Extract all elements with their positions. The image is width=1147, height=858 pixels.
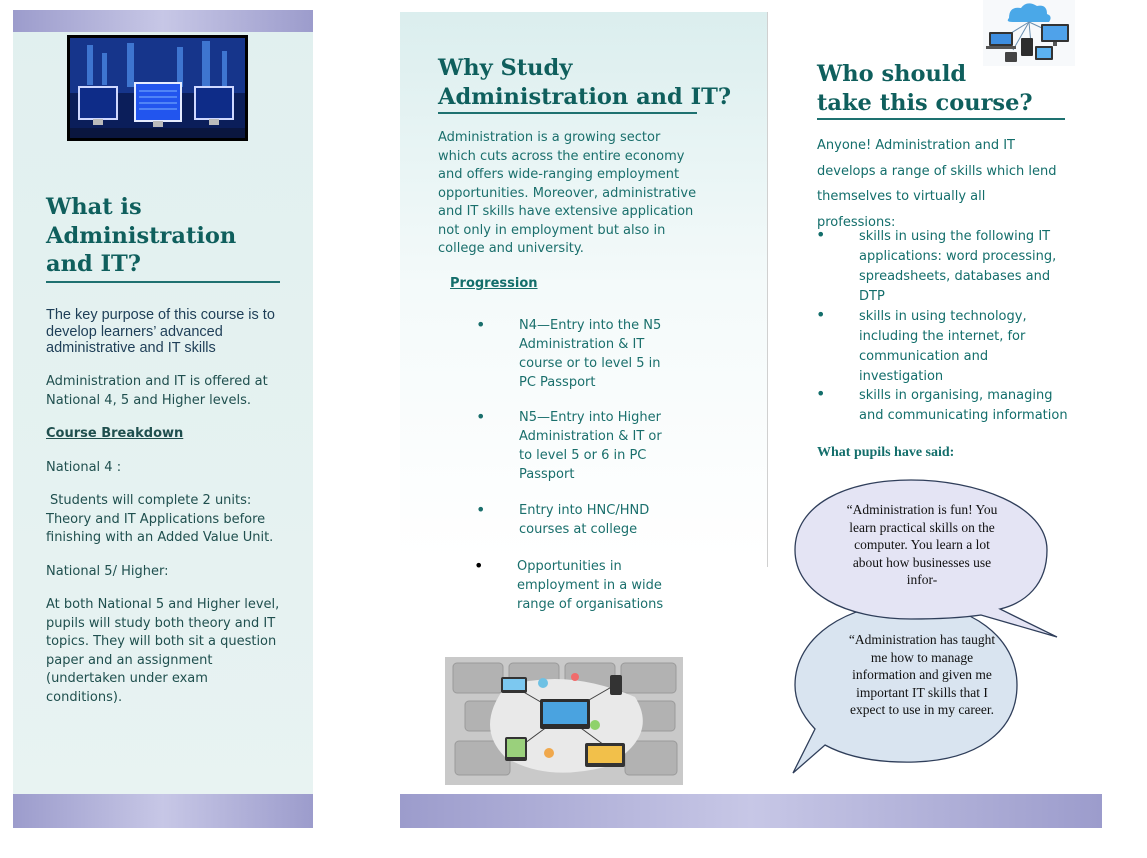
why-study-rule	[438, 112, 697, 114]
who-should-heading-line1: Who should	[817, 61, 967, 87]
progression-item-text: N4—Entry into the N5 Administration & IT course or to level 5 in PC Passport	[519, 318, 662, 390]
skill-item-text: skills in using technology, including the internet, for communication and investigation	[859, 309, 1027, 384]
top-decor-bar	[13, 10, 313, 32]
bullet-icon: •	[474, 556, 484, 575]
skill-item-text: skills in organising, managing and communicating information	[859, 388, 1068, 423]
national4-label: National 4 :	[46, 460, 122, 475]
offered-text: Administration and IT is offered at National 4, 5 and Higher levels.	[46, 374, 268, 408]
progression-label: Progression	[450, 276, 538, 291]
national5-higher-label: National 5/ Higher:	[46, 564, 169, 579]
bullet-icon: •	[816, 384, 826, 403]
bullet-icon: •	[816, 305, 826, 324]
bottom-decor-bar-right	[400, 794, 1102, 828]
who-should-intro: Anyone! Administration and IT develops a range of skills which lend themselves to virtually all professions:	[817, 138, 1057, 230]
bullet-icon: •	[476, 407, 486, 426]
bullet-icon: •	[476, 315, 486, 334]
who-should-heading-line2: take this course?	[817, 89, 1033, 116]
panel-divider	[767, 12, 768, 567]
monitors-image	[67, 35, 248, 141]
bullet-icon: •	[476, 500, 486, 519]
network-devices-image	[445, 657, 683, 785]
progression-item-text: Entry into HNC/HND courses at college	[519, 503, 650, 537]
bullet-icon: •	[816, 225, 826, 244]
progression-item-text: N5—Entry into Higher Administration & IT or to level 5 or 6 in PC Passport	[519, 410, 662, 482]
left-heading-rule	[46, 281, 280, 283]
pupils-label: What pupils have said:	[817, 445, 955, 460]
bottom-decor-bar-left	[13, 794, 313, 828]
quote-2: “Administration has taught me how to manage information and given me important IT skills that I expect to use in my career.	[848, 632, 996, 717]
who-should-heading	[817, 60, 1077, 117]
why-study-heading-line1: Why Study	[438, 55, 573, 81]
why-study-heading-line2: Administration and IT?	[438, 83, 732, 110]
course-breakdown-label: Course Breakdown	[46, 426, 184, 441]
skill-item-text: skills in using the following IT applications: word processing, spreadsheets, databases and DTP	[859, 229, 1057, 304]
left-heading: What is Administration and IT?	[46, 194, 237, 277]
quote-1: “Administration is fun! You learn practical skills on the computer. You learn a lot about how businesses use infor-	[846, 502, 998, 587]
why-study-heading	[438, 54, 738, 111]
why-study-body: Administration is a growing sector which cuts across the entire economy and offers wide-ranging employment opportunities. Moreover, administrative and IT skills have extensive application not only in employment but also in college and university.	[438, 130, 697, 256]
cloud-network-image	[983, 0, 1075, 66]
who-should-rule	[817, 118, 1065, 120]
national5-higher-text: At both National 5 and Higher level, pupils will study both theory and IT topics. They will both sit a question paper and an assignment (undertaken under exam conditions).	[46, 597, 280, 705]
progression-item-text: Opportunities in employment in a wide range of organisations	[517, 559, 664, 612]
left-intro: The key purpose of this course is to develop learners’ advanced administrative and IT skills	[46, 307, 275, 356]
national4-text: Students will complete 2 units: Theory and IT Applications before finishing with an Added Value Unit.	[46, 493, 274, 545]
